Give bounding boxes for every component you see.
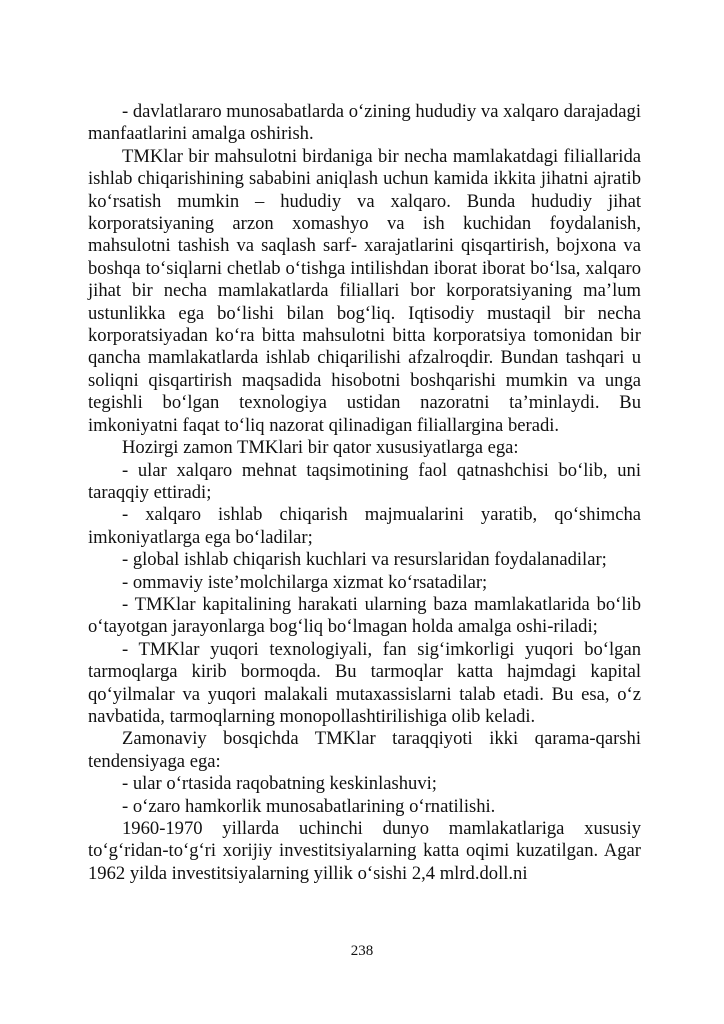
paragraph-tmk-reasons: TMKlar bir mahsulotni birdaniga bir necha mamlakatdagi filiallarida ishlab chiqarishining sababini aniqlash uchun kamida ikkita jihatni ajratib ko‘rsatish mumkin – hududiy va xalqaro. Bunda hududiy jihat korporatsiyaning arzon xomashyo va ish kuchidan foydalanish, mahsulotni tashish va saqlash sarf- xarajatlarini qisqartirish, bojxona va boshqa to‘siqlarni chetlab o‘tishga intilishdan iborat iborat bo‘lsa, xalqaro jihat bir necha mamlakatlarda filiallari bor korporatsiyaning ma’lum ustunlikka ega bo‘lishi bilan bog‘liq. Iqtisodiy mustaqil bir necha korporatsiyadan ko‘ra bitta mahsulotni bitta korporatsiya tomonidan bir qancha mamlakatlarda ishlab chiqarilishi afzalroqdir. Bundan tashqari u soliqni qisqartirish maqsadida hisobotni boshqarishi mumkin va unga tegishli bo‘lgan texnologiya ustidan nazoratni ta’minlaydi. Bu imkoniyatni faqat to‘liq nazorat qilinadigan filiallargina beradi. [88,145,641,436]
list-item: - TMKlar kapitalining harakati ularning baza mamlakatlarida bo‘lib o‘tayotgan jarayonlarga bog‘liq bo‘lmagan holda amalga oshi-riladi; [88,593,641,638]
paragraph-investments: 1960-1970 yillarda uchinchi dunyo mamlakatlariga xususiy to‘g‘ridan-to‘g‘ri xorijiy investitsiyalarning katta oqimi kuzatilgan. Agar 1962 yilda investitsiyalarning yillik o‘sishi 2,4 mlrd.doll.ni [88,818,641,884]
list-item: - ular o‘rtasida raqobatning keskinlashuvi; [122,773,437,795]
paragraph-features-heading: Hozirgi zamon TMKlari bir qator xususiyatlarga ega: [122,437,519,459]
paragraph-intro-bullet: - davlatlararo munosabatlarda o‘zining hududiy va xalqaro darajadagi manfaatlarini amalga oshirish. [88,101,641,145]
list-item: - global ishlab chiqarish kuchlari va resurslaridan foydalanadilar; [122,549,607,571]
list-item: - o‘zaro hamkorlik munosabatlarining o‘rnatilishi. [122,795,496,817]
list-item: - xalqaro ishlab chiqarish majmualarini yaratib, qo‘shimcha imkoniyatlarga ega bo‘ladilar; [88,504,641,548]
main-text [88,101,641,885]
page-number: 238 [350,943,374,959]
list-item: - ommaviy iste’molchilarga xizmat ko‘rsatadilar; [122,571,488,593]
list-item: - ular xalqaro mehnat taqsimotining faol qatnashchisi bo‘lib, uni taraqqiy ettiradi; [88,459,641,503]
paragraph-tendencies-heading: Zamonaviy bosqichda TMKlar taraqqiyoti ikki qarama-qarshi tendensiyaga ega: [88,728,641,772]
list-item: - TMKlar yuqori texnologiyali, fan sig‘imkorligi yuqori bo‘lgan tarmoqlarga kirib bormoqda. Bu tarmoqlar katta hajmdagi kapital qo‘yilmalar va yuqori malakali mutaxassislarni talab etadi. Bu esa, o‘z navbatida, tarmoqlarning monopollashtirilishiga olib keladi. [88,638,641,727]
